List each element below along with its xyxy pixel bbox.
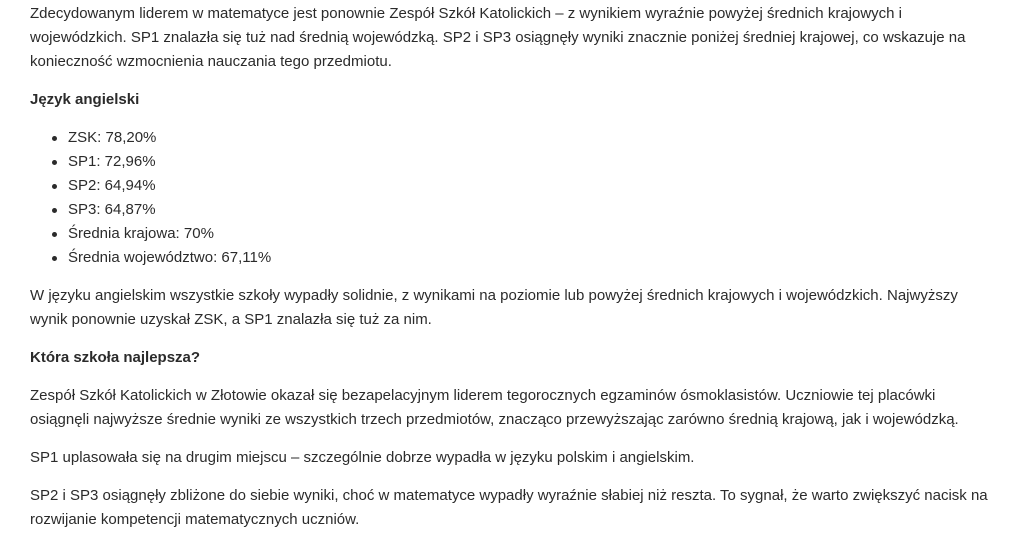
best-school-paragraph-3: SP2 i SP3 osiągnęły zbliżone do siebie wyniki, choć w matematyce wypadły wyraźnie słabiej niż reszta. To sygnał, że warto zwiększyć nacisk na rozwijanie kompetencji matematycznych uczniów. — [30, 487, 988, 528]
list-item-text: SP2: 64,94% — [68, 177, 156, 194]
bullet-icon — [52, 160, 57, 165]
english-summary-paragraph: W języku angielskim wszystkie szkoły wypadły solidnie, z wynikami na poziomie lub powyżej średnich krajowych i wojewódzkich. Najwyższy wynik ponownie uzyskał ZSK, a SP1 znalazła się tuż za nim. — [30, 287, 958, 328]
list-item — [68, 246, 994, 270]
math-summary-paragraph: Zdecydowanym liderem w matematyce jest ponownie Zespół Szkół Katolickich – z wynikiem wyraźnie powyżej średnich krajowych i wojewódzkich. SP1 znalazła się tuż nad średnią wojewódzką. SP2 i SP3 osiągnęły wyniki znacznie poniżej średniej krajowej, co wskazuje na konieczność wzmocnienia nauczania tego przedmiotu. — [30, 5, 966, 70]
list-item-text: ZSK: 78,20% — [68, 129, 157, 146]
list-item — [68, 150, 994, 174]
bullet-icon — [52, 232, 57, 237]
list-item — [68, 198, 994, 222]
bullet-icon — [52, 208, 57, 213]
english-results-list — [30, 126, 994, 270]
list-item-text: SP3: 64,87% — [68, 201, 156, 218]
list-item — [68, 222, 994, 246]
english-heading: Język angielski — [30, 91, 140, 108]
bullet-icon — [52, 256, 57, 261]
bullet-icon — [52, 136, 57, 141]
list-item — [68, 174, 994, 198]
best-school-paragraph-2: SP1 uplasowała się na drugim miejscu – szczególnie dobrze wypadła w języku polskim i angielskim. — [30, 449, 695, 466]
list-item-text: Średnia krajowa: 70% — [68, 225, 214, 242]
list-item-text: Średnia województwo: 67,11% — [68, 249, 272, 266]
best-school-paragraph-1: Zespół Szkół Katolickich w Złotowie okazał się bezapelacyjnym liderem tegorocznych egzaminów ósmoklasistów. Uczniowie tej placówki osiągnęli najwyższe średnie wyniki ze wszystkich trzech przedmiotów, znacząco przewyższając zarówno średnią krajową, jak i wojewódzką. — [30, 387, 959, 428]
list-item-text: SP1: 72,96% — [68, 153, 156, 170]
best-school-heading: Która szkoła najlepsza? — [30, 349, 201, 366]
list-item — [68, 126, 994, 150]
bullet-icon — [52, 184, 57, 189]
